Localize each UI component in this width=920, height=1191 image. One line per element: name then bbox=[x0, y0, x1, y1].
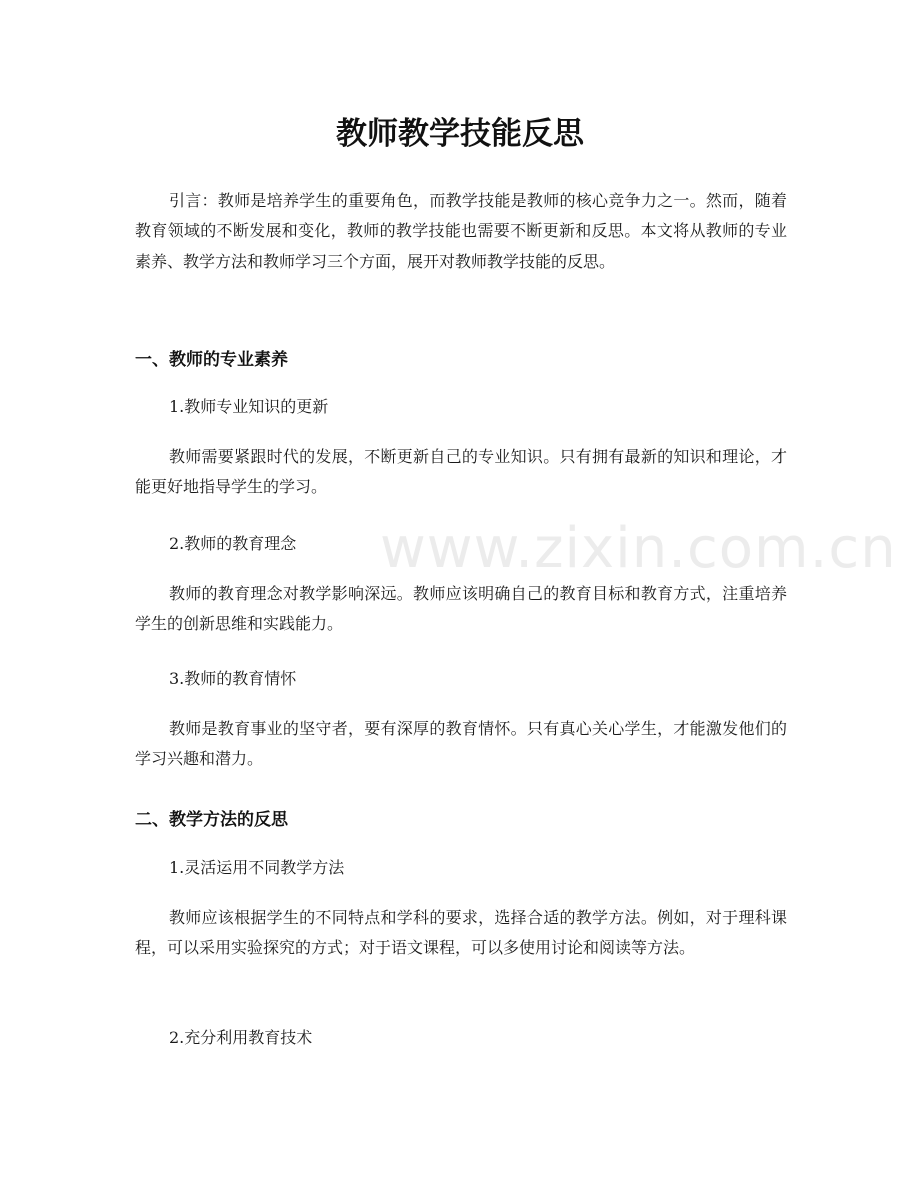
section-1-heading: 一、教师的专业素养 bbox=[135, 350, 288, 370]
watermark: www.zixin.com.cn bbox=[380, 516, 897, 581]
section-1-subheading-3: 3.教师的教育情怀 bbox=[169, 669, 297, 688]
document-title: 教师教学技能反思 bbox=[336, 116, 584, 152]
section-1-paragraph-3: 教师是教育事业的坚守者，要有深厚的教育情怀。只有真心关心学生，才能激发他们的学习兴趣和潜力。 bbox=[135, 719, 787, 769]
section-1-subheading-1: 1.教师专业知识的更新 bbox=[169, 397, 329, 416]
section-1-subheading-2: 2.教师的教育理念 bbox=[169, 534, 297, 553]
intro-paragraph: 引言：教师是培养学生的重要角色，而教学技能是教师的核心竞争力之一。然而，随着教育领域的不断发展和变化，教师的教学技能也需要不断更新和反思。本文将从教师的专业素养、教学方法和教师学习三个方面，展开对教师教学技能的反思。 bbox=[135, 191, 787, 271]
section-2-heading: 二、教学方法的反思 bbox=[135, 810, 288, 830]
section-2-paragraph-1: 教师应该根据学生的不同特点和学科的要求，选择合适的教学方法。例如，对于理科课程，可以采用实验探究的方式；对于语文课程，可以多使用讨论和阅读等方法。 bbox=[135, 908, 787, 958]
section-1-paragraph-2: 教师的教育理念对教学影响深远。教师应该明确自己的教育目标和教育方式，注重培养学生的创新思维和实践能力。 bbox=[135, 584, 787, 634]
section-1-paragraph-1: 教师需要紧跟时代的发展，不断更新自己的专业知识。只有拥有最新的知识和理论，才能更好地指导学生的学习。 bbox=[135, 447, 787, 497]
section-2-subheading-2: 2.充分利用教育技术 bbox=[169, 1028, 313, 1047]
section-2-subheading-1: 1.灵活运用不同教学方法 bbox=[169, 858, 345, 877]
